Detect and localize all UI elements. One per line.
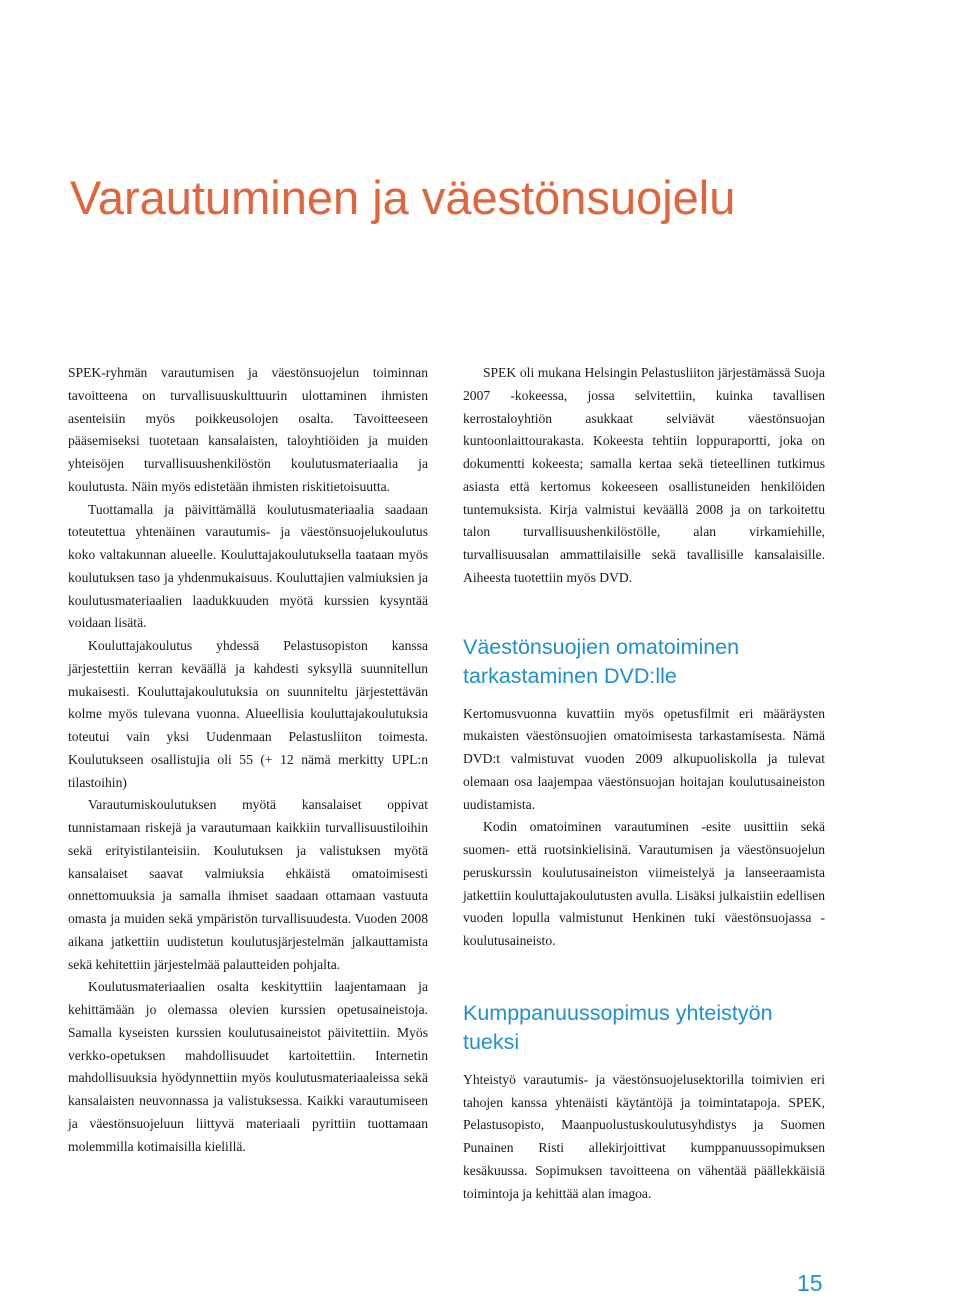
heading-partnership: Kumppanuussopimus yhteistyön tueksi <box>463 1000 773 1054</box>
paragraph-trainer-training: Kouluttajakoulutus yhdessä Pelastusopiston kanssa järjestettiin kerran keväällä ja kahdesti syksyllä suunnitellun mukaisesti. Kouluttajakoulutuksia on suunniteltu järjestettävän kolme myös tulevana vuonna. Alueellisia kouluttajakoulutuksia toteutui vain yksi Uudenmaan Pelastusliiton toimesta. Koulutukseen osallistujia oli 55 (+ 12 nämä merkitty UPL:n tilastoihin) <box>68 638 428 790</box>
paragraph-partnership: Yhteistyö varautumis- ja väestönsuojelusektorilla toimivien eri tahojen kanssa yhtenäisti käytäntöjä ja toimintatapoja. SPEK, Pelastusopisto, Maanpuolustuskoulutusyhdistys ja Suomen Punainen Risti allekirjoittivat kumppanuussopimuksen kesäkuussa. Sopimuksen tavoitteena on vähentää päällekkäisiä toimintoja ja kehittää alan imagoa. <box>463 1071 825 1201</box>
paragraph-intro: SPEK-ryhmän varautumisen ja väestönsuojelun toiminnan tavoitteena on turvallisuuskulttuurin ulottaminen ihmisten asenteisiin myös poikkeusolojen osalta. Tavoitteeseen pääsemiseksi tuotetaan kansalaisten, taloyhtiöiden ja muiden yhteisöjen turvallisuushenkilöstön koulutusmateriaalia ja koulutusta. Näin myös edistetään ihmisten riskitietoisuutta. <box>68 365 428 494</box>
right-column <box>463 362 825 1205</box>
left-column <box>68 362 428 1158</box>
paragraph-materials-development: Koulutusmateriaalien osalta keskityttiin laajentamaan ja kehittämään jo olemassa olevien kurssien opetusaineistoja. Samalla kyseisten kurssien koulutusaineistot päivitettiin. Myös verkko-opetuksen mahdollisuudet kartoitettiin. Internetin mahdollisuuksia hyödynnettiin myös koulutusmateriaaleissa sekä kansalaisten neuvonnassa ja valistuksessa. Kaikki varautumiseen ja väestönsuojeluun liittyvä materiaali pyrittiin tuottamaan molemmilla kotimaisilla kielillä. <box>68 979 428 1154</box>
paragraph-home-preparedness: Kodin omatoiminen varautuminen -esite uusittiin sekä suomen- että ruotsinkielisinä. Varautumisen ja väestönsuojelun peruskurssin koulutusaineiston viimeistelyä ja lanseeraamista jatkettiin kouluttajakoulutusten avulla. Lisäksi julkaistiin edellisen vuoden lopulla valmistunut Henkinen tuki väestönsuojassa -koulutusaineisto. <box>463 819 825 948</box>
page-title: Varautuminen ja väestönsuojelu <box>70 171 736 224</box>
heading-dvd: Väestönsuojien omatoiminen tarkastaminen DVD:lle <box>463 634 740 688</box>
page-number: 15 <box>797 1270 823 1296</box>
paragraph-training-material: Tuottamalla ja päivittämällä koulutusmateriaalia saadaan toteutettua yhtenäinen varautumis- ja väestönsuojelukoulutus koko valtakunnan alueelle. Kouluttajakoulutuksella taataan myös koulutuksen taso ja yhdenmukaisuus. Kouluttajien valmiuksien ja koulutusmateriaalien laadukkuuden myötä kurssien kysyntää voidaan lisätä. <box>68 501 428 631</box>
paragraph-dvd-films: Kertomusvuonna kuvattiin myös opetusfilmit eri määräysten mukaisten väestönsuojien omatoimisesta tarkastamisesta. Nämä DVD:t valmistuvat vuoden 2009 alkupuoliskolla ja tulevat olemaan osa laajempaa väestönsuojan hoitajan koulutusaineiston uudistamista. <box>463 705 825 812</box>
paragraph-suoja-2007: SPEK oli mukana Helsingin Pelastusliiton järjestämässä Suoja 2007 -kokeessa, jossa selvitettiin, kuinka tavallisen kerrostaloyhtiön asukkaat selviävät väestönsuojan kuntoonlaittourakasta. Kokeesta tehtiin loppuraportti, joka on dokumentti kokeesta; samalla kertaa sekä tieteellinen tutkimus asiasta että kertomus kokeeseen osallistuneiden henkilöiden tuntemuksista. Kirja valmistui keväällä 2008 ja on tarkoitettu talon turvallisuushenkilöstölle, alan virkamiehille, turvallisuusalan ammattilaisille sekä tavallisille kansalaisille. Aiheesta tuotettiin myös DVD. <box>463 365 825 585</box>
paragraph-preparedness-training: Varautumiskoulutuksen myötä kansalaiset oppivat tunnistamaan riskejä ja varautumaan kaikkiin turvallisuustiloihin sekä erityistilanteisiin. Koulutuksen ja valistuksen myötä kansalaiset saavat valmiuksia ehkäistä omatoimisesti onnettomuuksia ja samalla ihmiset saadaan ottamaan vastuuta omasta ja muiden sekä ympäristön turvallisuudesta. Vuoden 2008 aikana jatkettiin uudistetun koulutusjärjestelmän jalkauttamista sekä kehitettiin järjestelmää palautteiden pohjalta. <box>68 797 428 972</box>
